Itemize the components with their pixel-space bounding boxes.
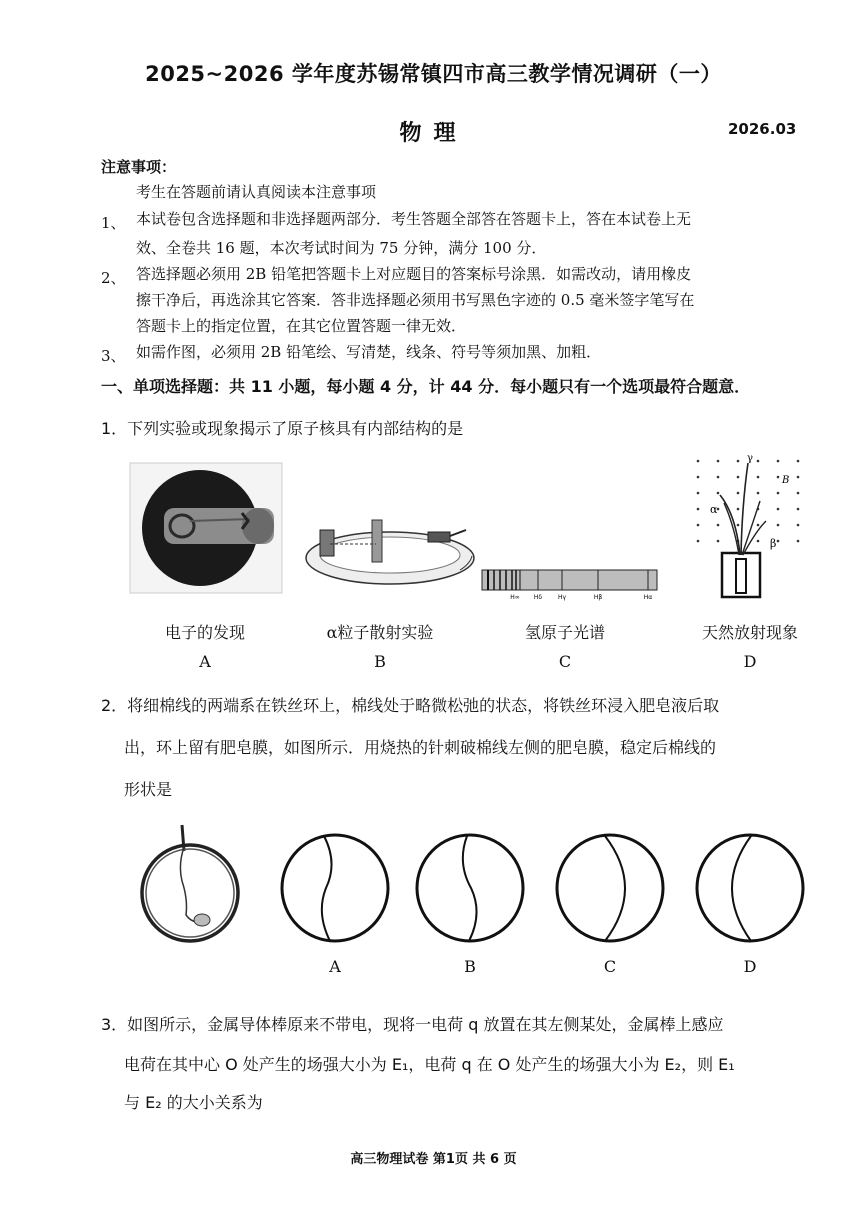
option-letter: A: [199, 652, 211, 671]
field-dot: [717, 460, 720, 463]
option-letter: B: [464, 957, 476, 976]
subject-title: 物理: [399, 121, 468, 146]
hydrogen-spectrum-figure: [482, 568, 657, 600]
field-dot: [757, 524, 760, 527]
field-dot: [737, 508, 740, 511]
notice-heading: 注意事项：: [101, 158, 177, 176]
soap-film-ring-figure: [138, 825, 248, 945]
spectrum-label: Hδ: [533, 594, 543, 601]
option-b-circle: [415, 833, 525, 943]
magnetic-field-label: B: [782, 475, 790, 486]
option-letter: D: [743, 652, 757, 671]
option-a-circle: [280, 833, 390, 943]
field-dot: [777, 540, 780, 543]
electron-discovery-figure: [130, 463, 282, 593]
field-dot: [797, 540, 800, 543]
notice-intro: 考生在答题前请认真阅读本注意事项: [136, 183, 377, 201]
field-dot: [697, 460, 700, 463]
field-dot: [717, 492, 720, 495]
field-dot: [717, 476, 720, 479]
option-caption: 氢原子光谱: [524, 623, 605, 642]
field-dot: [777, 476, 780, 479]
field-dot: [737, 476, 740, 479]
option-letter: A: [329, 957, 341, 976]
field-dot: [777, 460, 780, 463]
question-2-line: 2．将细棉线的两端系在铁丝环上，棉线处于略微松弛的状态，将铁丝环浸入肥皂液后取: [101, 696, 720, 715]
question-3-line: 电荷在其中心 O 处产生的场强大小为 E₁，电荷 q 在 O 处产生的场强大小为 E₂，则 E₁: [124, 1055, 735, 1074]
spectrum-label: Hα: [643, 594, 653, 601]
option-caption: α粒子散射实验: [326, 623, 434, 642]
field-dot: [697, 492, 700, 495]
field-dot: [777, 492, 780, 495]
question-3-line: 与 E₂ 的大小关系为: [124, 1093, 263, 1112]
beta-label: β: [770, 537, 777, 550]
notice-item-line: 答题卡上的指定位置，在其它位置答题一律无效．: [136, 317, 467, 335]
notice-item-number: 3、: [101, 347, 126, 365]
field-dot: [717, 524, 720, 527]
field-dot: [697, 476, 700, 479]
notice-item-number: 2、: [101, 269, 126, 287]
spectrum-label: Hγ: [557, 594, 567, 601]
question-3-line: 3．如图所示，金属导体棒原来不带电，现将一电荷 q 放置在其左侧某处，金属棒上感应: [101, 1015, 724, 1034]
field-dot: [797, 524, 800, 527]
field-dot: [757, 476, 760, 479]
exam-title: 2025~2026 学年度苏锡常镇四市高三教学情况调研（一）: [145, 62, 722, 86]
gamma-label: γ: [747, 453, 753, 464]
alpha-scattering-figure: [300, 500, 480, 595]
field-dot: [757, 492, 760, 495]
page-footer: 高三物理试卷 第1页 共 6 页: [350, 1152, 517, 1167]
option-letter: D: [743, 957, 757, 976]
question-2-line: 出，环上留有肥皂膜，如图所示．用烧热的针刺破棉线左侧的肥皂膜，稳定后棉线的: [124, 738, 717, 757]
notice-item-number: 1、: [101, 214, 126, 232]
field-dot: [717, 540, 720, 543]
notice-item-line: 如需作图，必须用 2B 铅笔绘、写清楚，线条、符号等须加黑、加粗．: [136, 343, 602, 361]
option-letter: C: [558, 652, 572, 671]
field-dot: [797, 492, 800, 495]
field-dot: [697, 524, 700, 527]
alpha-label: α: [710, 503, 718, 516]
field-dot: [757, 460, 760, 463]
field-dot: [697, 508, 700, 511]
option-c-circle: [555, 833, 665, 943]
option-caption: 天然放射现象: [701, 623, 798, 642]
field-dot: [797, 476, 800, 479]
field-dot: [797, 508, 800, 511]
exam-date: 2026.03: [728, 120, 797, 138]
notice-item-line: 本试卷包含选择题和非选择题两部分．考生答题全部答在答题卡上，答在本试卷上无: [136, 210, 692, 228]
field-dot: [757, 540, 760, 543]
section-heading: 一、单项选择题：共 11 小题，每小题 4 分，计 44 分．每小题只有一个选项最符合题意．: [101, 377, 751, 396]
notice-item-line: 答选择题必须用 2B 铅笔把答题卡上对应题目的答案标号涂黑．如需改动，请用橡皮: [136, 265, 692, 283]
field-dot: [777, 508, 780, 511]
field-dot: [737, 524, 740, 527]
question-2-line: 形状是: [124, 780, 173, 799]
notice-item-line: 效、全卷共 16 题，本次考试时间为 75 分钟，满分 100 分．: [136, 239, 547, 257]
radioactivity-figure: [690, 455, 810, 603]
field-dot: [777, 524, 780, 527]
option-d-circle: [695, 833, 805, 943]
field-dot: [697, 540, 700, 543]
question-1-stem: 1．下列实验或现象揭示了原子核具有内部结构的是: [101, 419, 464, 438]
field-dot: [797, 460, 800, 463]
option-caption: 电子的发现: [164, 623, 245, 642]
field-dot: [737, 460, 740, 463]
field-dot: [737, 492, 740, 495]
option-letter: C: [603, 957, 617, 976]
spectrum-label: Hβ: [593, 594, 603, 601]
notice-item-line: 擦干净后，再选涂其它答案．答非选择题必须用书写黑色字迹的 0.5 毫米签字笔写在: [136, 291, 695, 309]
spectrum-label: H∞: [510, 594, 520, 601]
option-letter: B: [374, 652, 386, 671]
